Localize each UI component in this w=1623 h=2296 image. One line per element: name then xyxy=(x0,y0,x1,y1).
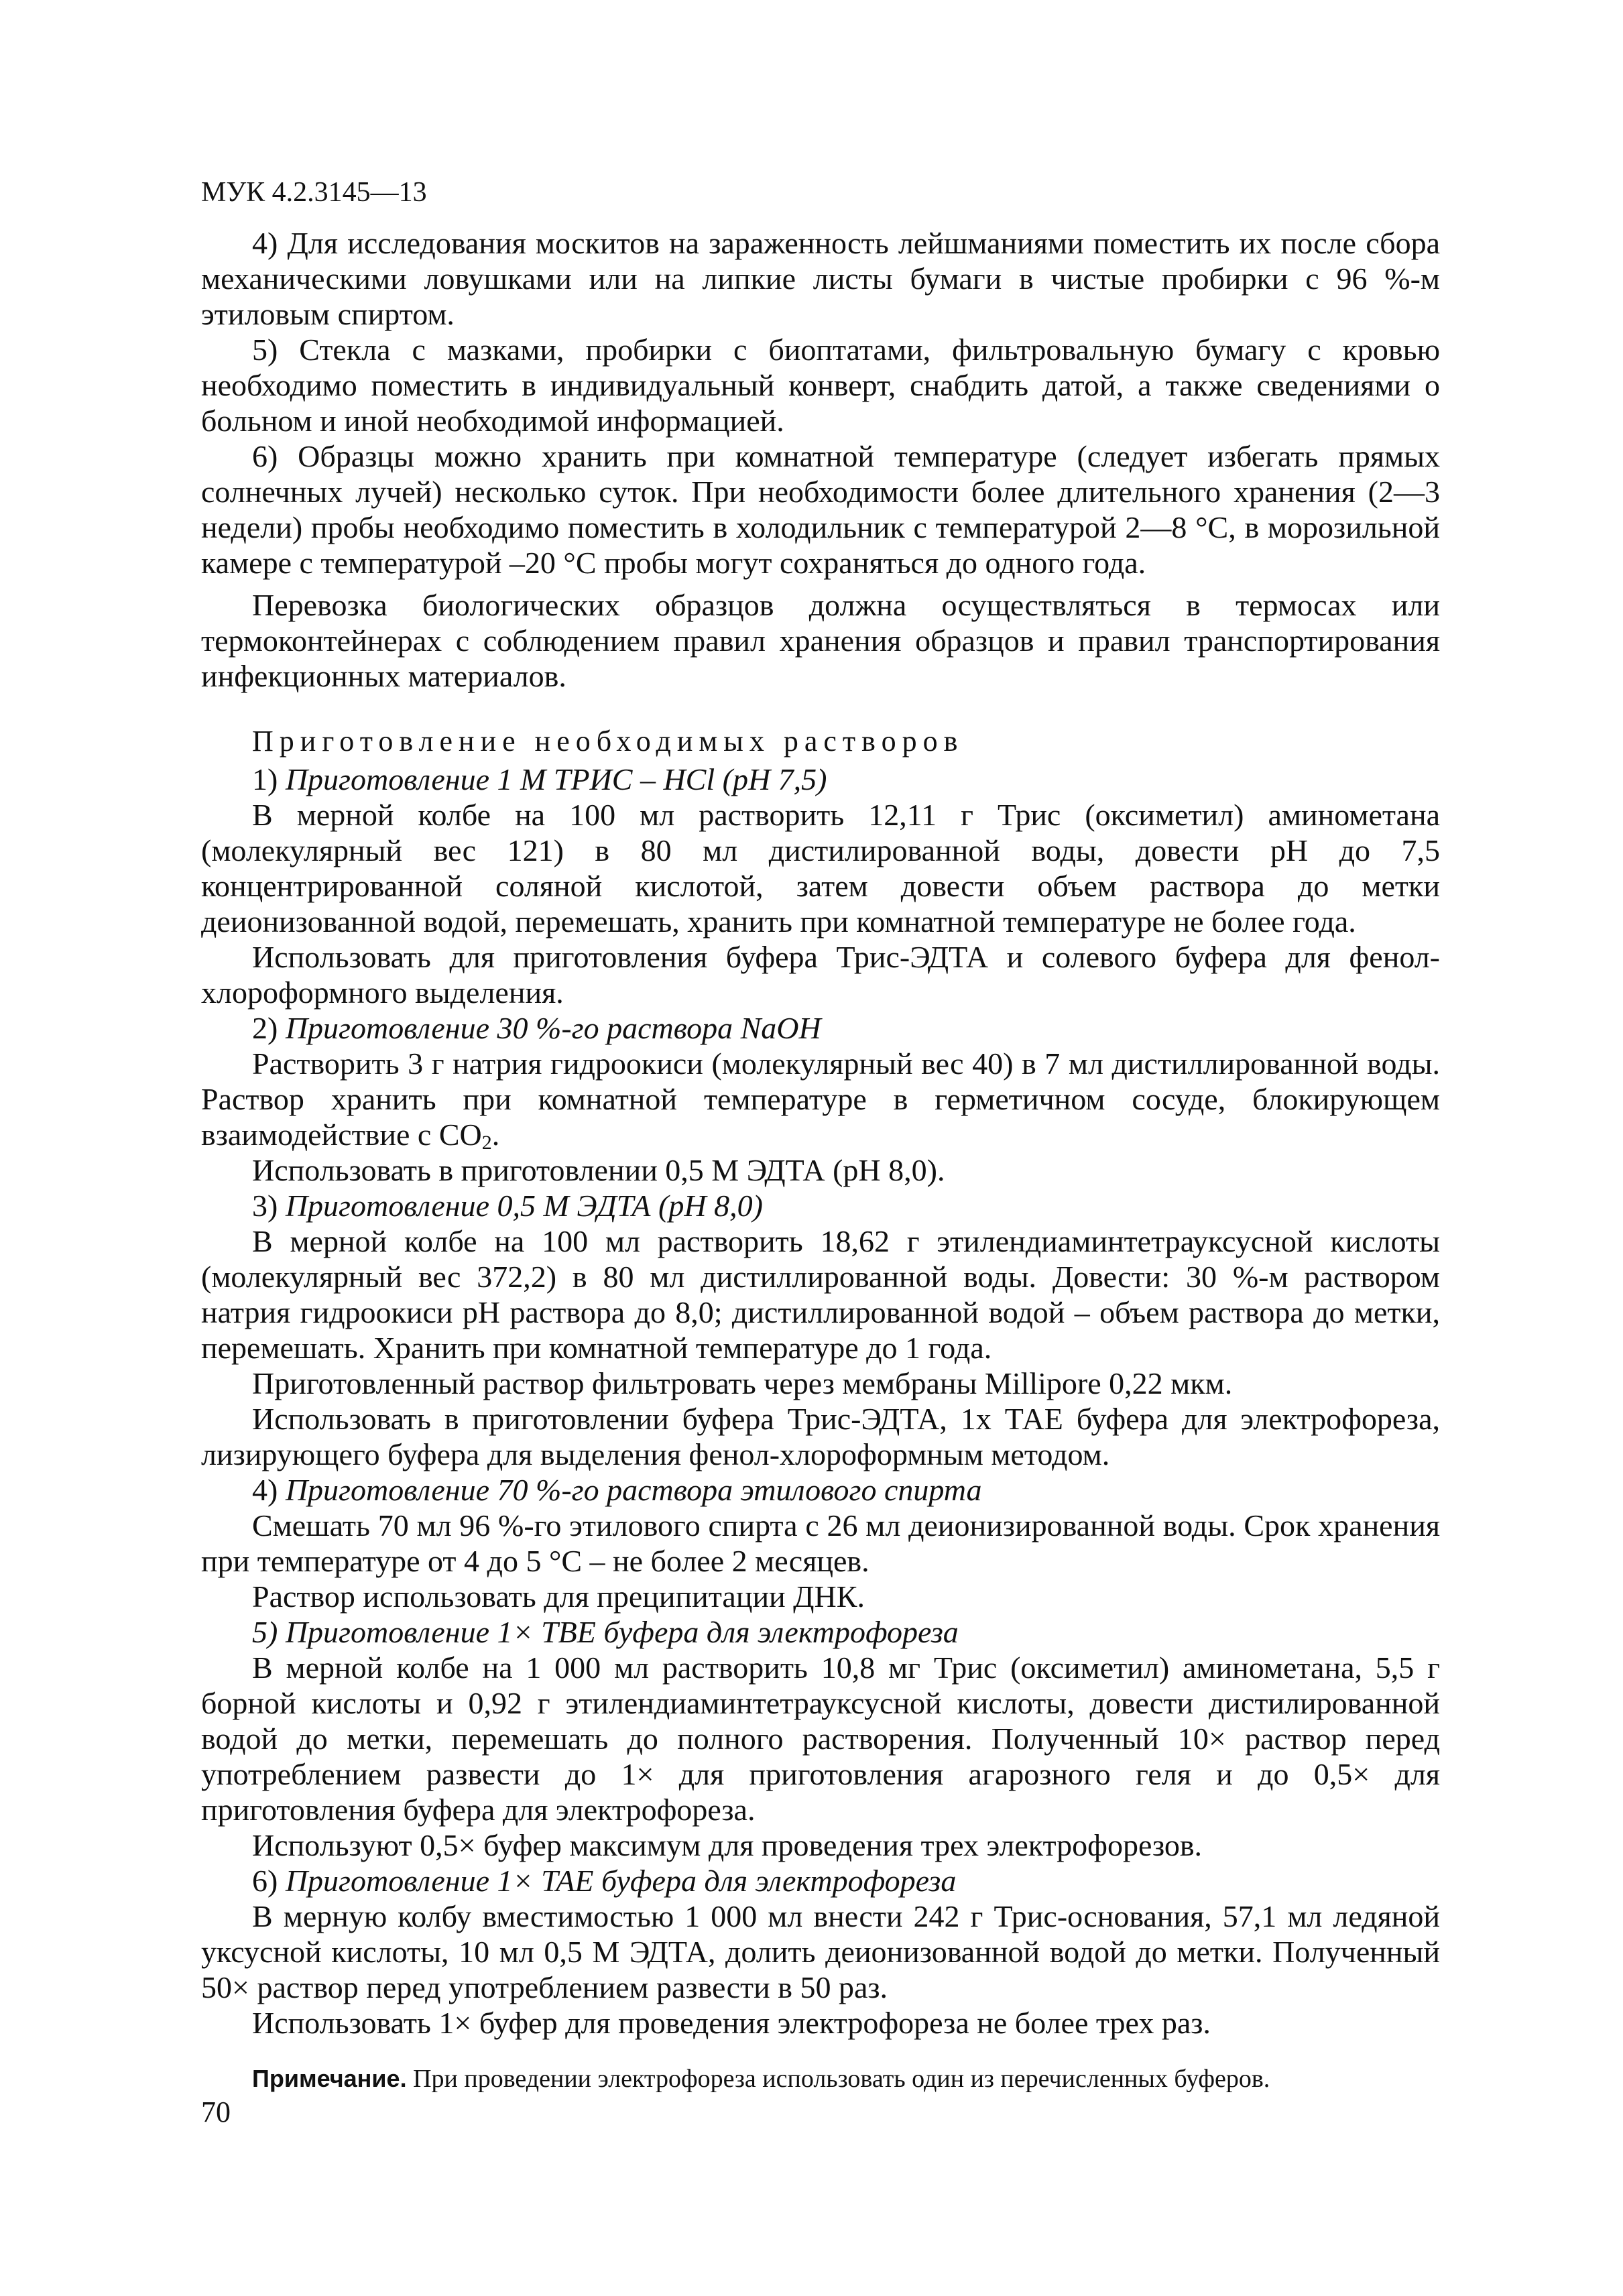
paragraph: В мерной колбе на 100 мл растворить 18,62 г этилендиаминтетрауксусной кислоты (молекулярный вес 372,2) в 80 мл дистиллированной воды. Довести: 30 %-м раствором натрия гидроокиси pH раствора до 8,0; дистиллированной водой – объем раствора до метки, перемешать. Хранить при комнатной температуре до 1 года. xyxy=(201,1224,1440,1365)
paragraph: Использовать в приготовлении буфера Трис-ЭДТА, 1x ТАЕ буфера для электрофореза, лизирующего буфера для выделения фенол-хлороформным методом. xyxy=(201,1402,1440,1471)
paragraph: В мерной колбе на 100 мл растворить 12,11 г Трис (оксиметил) аминометана (молекулярный вес 121) в 80 мл дистилированной воды, довести pH до 7,5 концентрированной соляной кислотой, затем довести объем раствора до метки деионизованной водой, перемешать, хранить при комнатной температуре не более года. xyxy=(201,798,1440,939)
subsection-title-6 xyxy=(201,1863,1440,1898)
subsection-title-5: 5) Приготовление 1× TBE буфера для электрофореза xyxy=(252,1615,959,1649)
subsection-title-text: Приготовление 30 %-го раствора NaOH xyxy=(285,1011,821,1045)
paragraph xyxy=(201,1046,1440,1152)
paragraph: Приготовленный раствор фильтровать через мембраны Millipore 0,22 мкм. xyxy=(252,1366,1233,1400)
paragraph-item-4: 4) Для исследования москитов на зараженность лейшманиями поместить их после сбора механическими ловушками или на липкие листы бумаги в чистые пробирки с 96 %-м этиловым спиртом. xyxy=(201,226,1440,331)
paragraph: В мерной колбе на 1 000 мл растворить 10,8 мг Трис (оксиметил) аминометана, 5,5 г борной кислоты и 0,92 г этилендиаминтетрауксусной кислоты, довести дистилированной водой до метки, перемешать до полного растворения. Полученный 10× раствор перед употреблением развести до 1× для приготовления агарозного геля и до 0,5× для приготовления буфера для электрофореза. xyxy=(201,1650,1440,1827)
note-text: При проведении электрофореза использовать один из перечисленных буферов. xyxy=(406,2065,1270,2093)
subsection-title-2 xyxy=(201,1010,1440,1046)
document-page xyxy=(201,176,1440,2120)
paragraph-transport: Перевозка биологических образцов должна осуществляться в термосах или термоконтейнерах с соблюдением правил хранения образцов и правил транспортирования инфекционных материалов. xyxy=(201,588,1440,693)
paragraph: Смешать 70 мл 96 %-го этилового спирта с 26 мл деионизированной воды. Срок хранения при температуре от 4 до 5 °С – не более 2 месяцев. xyxy=(201,1508,1440,1578)
paragraph: Использовать в приготовлении 0,5 М ЭДТА (pH 8,0). xyxy=(252,1153,945,1187)
paragraph: Раствор использовать для преципитации ДНК. xyxy=(252,1579,865,1614)
subsection-title-text: Приготовление 1 М ТРИС – HCl (pH 7,5) xyxy=(285,762,827,796)
subsection-title-text: Приготовление 70 %-го раствора этилового спирта xyxy=(285,1473,982,1507)
paragraph: Использовать для приготовления буфера Трис-ЭДТА и солевого буфера для фенол-хлороформного выделения. xyxy=(201,940,1440,1010)
paragraph-item-5: 5) Стекла с мазками, пробирки с биоптатами, фильтровальную бумагу с кровью необходимо поместить в индивидуальный конверт, снабдить датой, а также сведениями о больном и иной необходимой информацией. xyxy=(201,333,1440,438)
subsection-title-1 xyxy=(201,762,1440,797)
paragraph: Используют 0,5× буфер максимум для проведения трех электрофорезов. xyxy=(252,1828,1203,1862)
subsection-number: 2) xyxy=(252,1011,278,1045)
paragraph: Использовать 1× буфер для проведения электрофореза не более трех раз. xyxy=(252,2006,1211,2040)
subsection-number: 3) xyxy=(252,1189,278,1223)
paragraph-item-6: 6) Образцы можно хранить при комнатной температуре (следует избегать прямых солнечных лучей) несколько суток. При необходимости более длительного хранения (2—3 недели) пробы необходимо поместить в холодильник с температурой 2—8 °С, в морозильной камере с температурой –20 °С пробы могут сохраняться до одного года. xyxy=(201,439,1440,580)
subsection-number: 1) xyxy=(252,762,278,796)
note-label: Примечание. xyxy=(252,2065,407,2092)
subsection-title-text: Приготовление 1× TAE буфера для электрофореза xyxy=(285,1864,957,1898)
subscript: 2 xyxy=(481,1132,492,1154)
subsection-title-3 xyxy=(201,1188,1440,1223)
page-number: 70 xyxy=(201,2096,231,2128)
subsection-title-text: Приготовление 0,5 М ЭДТА (pH 8,0) xyxy=(285,1189,763,1223)
paragraph-text: . xyxy=(491,1117,500,1152)
subsection-number: 6) xyxy=(252,1864,278,1898)
section-title: Приготовление необходимых растворов xyxy=(252,725,964,758)
document-code-header: МУК 4.2.3145—13 xyxy=(201,177,427,208)
paragraph: В мерную колбу вместимостью 1 000 мл внести 242 г Трис-основания, 57,1 мл ледяной уксусной кислоты, 10 мл 0,5 М ЭДТА, долить деионизованной водой до метки. Полученный 50× раствор перед употреблением развести в 50 раз. xyxy=(201,1899,1440,2004)
paragraph-text: Растворить 3 г натрия гидроокиси (молекулярный вес 40) в 7 мл дистиллированной воды. Раствор хранить при комнатной температуре в герметичном сосуде, блокирующем взаимодействие с CO xyxy=(201,1046,1440,1152)
note xyxy=(201,2063,1440,2094)
subsection-number: 4) xyxy=(252,1473,278,1507)
subsection-title-4 xyxy=(201,1472,1440,1508)
